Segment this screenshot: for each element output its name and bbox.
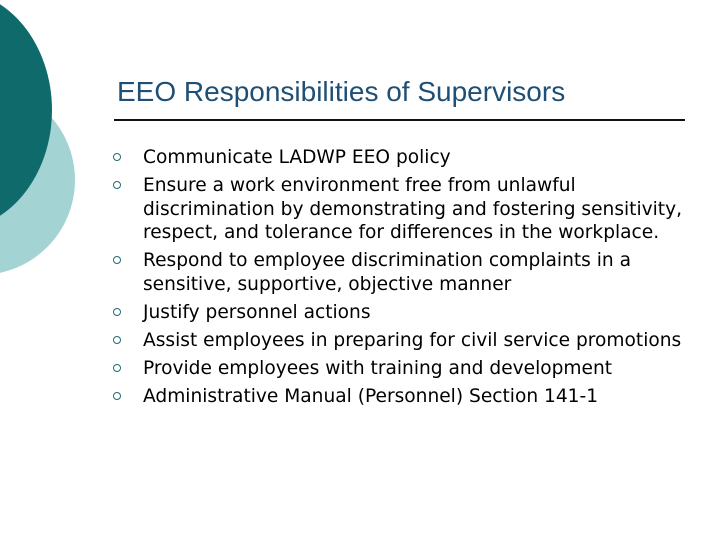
bullet-text: Respond to employee discrimination complaints in a sensitive, supportive, objective manner <box>143 250 631 295</box>
bullet-text: Administrative Manual (Personnel) Section 141-1 <box>143 386 599 408</box>
hollow-circle-bullet-icon <box>113 364 121 372</box>
hollow-circle-bullet-icon <box>113 181 121 189</box>
hollow-circle-bullet-icon <box>113 392 121 400</box>
bullet-text: Provide employees with training and development <box>143 358 613 380</box>
hollow-circle-bullet-icon <box>113 153 121 161</box>
bullet-text: Communicate LADWP EEO policy <box>143 147 451 168</box>
bullet-item <box>113 301 703 325</box>
bullet-item <box>113 249 703 296</box>
hollow-circle-bullet-icon <box>113 308 121 316</box>
bullet-list <box>113 146 703 413</box>
bullet-text: Justify personnel actions <box>143 302 371 324</box>
bullet-item <box>113 357 703 381</box>
slide-title: EEO Responsibilities of Supervisors <box>117 76 566 107</box>
title-divider <box>114 119 685 121</box>
hollow-circle-bullet-icon <box>113 336 121 344</box>
bullet-item <box>113 385 703 409</box>
bullet-item <box>113 329 703 353</box>
bullet-item <box>113 174 703 245</box>
bullet-text: Ensure a work environment free from unlawful discrimination by demonstrating and fostering sensitivity, respect, and tolerance for differences in the workplace. <box>143 175 683 244</box>
bullet-item <box>113 146 703 170</box>
bullet-text: Assist employees in preparing for civil service promotions <box>143 330 682 352</box>
hollow-circle-bullet-icon <box>113 256 121 264</box>
